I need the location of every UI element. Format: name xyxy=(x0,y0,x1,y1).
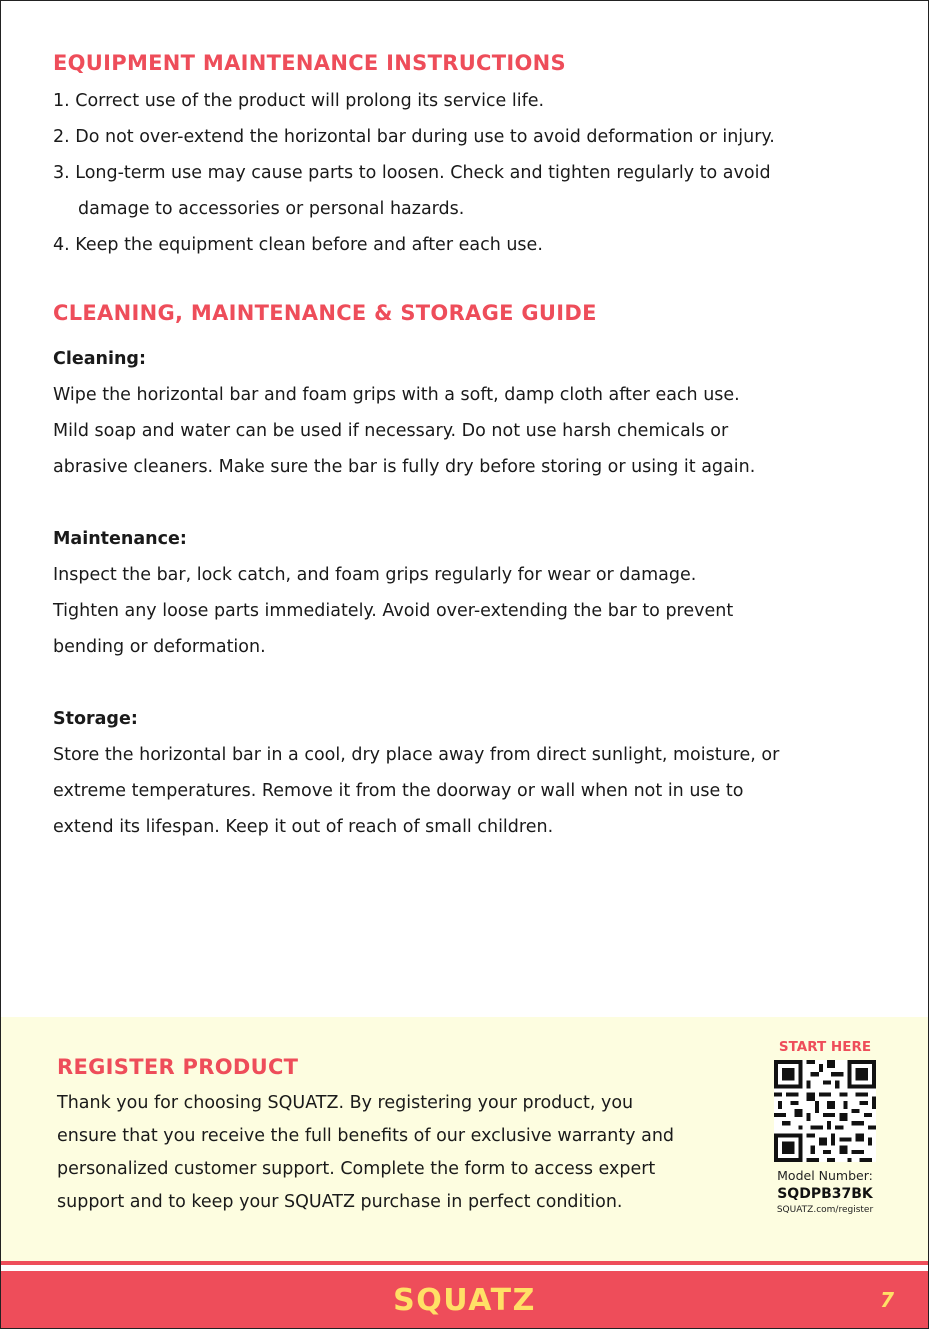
maintenance-title: Maintenance: xyxy=(53,529,187,549)
list-item xyxy=(53,155,873,227)
guide-section xyxy=(53,299,873,845)
storage-line: extreme temperatures. Remove it from the doorway or wall when not in use to xyxy=(53,781,744,801)
list-item-text: 2. Do not over-extend the horizontal bar during use to avoid deformation or injury. xyxy=(53,127,775,147)
cleaning-line: Wipe the horizontal bar and foam grips with a soft, damp cloth after each use. xyxy=(53,385,740,405)
cleaning-line: abrasive cleaners. Make sure the bar is fully dry before storing or using it again. xyxy=(53,457,756,477)
register-line: personalized customer support. Complete the form to access expert xyxy=(57,1159,656,1179)
spacer xyxy=(53,665,873,701)
register-body xyxy=(57,1087,747,1219)
equipment-heading: EQUIPMENT MAINTENANCE INSTRUCTIONS xyxy=(53,51,566,75)
list-item xyxy=(53,227,873,263)
storage-line: Store the horizontal bar in a cool, dry place away from direct sunlight, moisture, or xyxy=(53,745,780,765)
register-line: Thank you for choosing SQUATZ. By registering your product, you xyxy=(57,1093,634,1113)
register-panel xyxy=(1,1017,928,1261)
register-heading: REGISTER PRODUCT xyxy=(57,1055,299,1079)
register-text xyxy=(57,1053,747,1219)
page-number: 7 xyxy=(880,1288,894,1312)
register-url[interactable]: SQUATZ.com/register xyxy=(776,1205,874,1215)
start-here-label: START HERE xyxy=(778,1039,872,1055)
cleaning-line: Mild soap and water can be used if necessary. Do not use harsh chemicals or xyxy=(53,421,729,441)
spacer xyxy=(53,485,873,521)
storage-title: Storage: xyxy=(53,709,138,729)
maintenance-line: Tighten any loose parts immediately. Avoid over-extending the bar to prevent xyxy=(53,601,734,621)
list-item-text: 1. Correct use of the product will prolong its service life. xyxy=(53,91,545,111)
maintenance-line: Inspect the bar, lock catch, and foam grips regularly for wear or damage. xyxy=(53,565,697,585)
storage-line: extend its lifespan. Keep it out of reach of small children. xyxy=(53,817,554,837)
squatz-logo: SQUATZ xyxy=(393,1283,536,1318)
guide-heading: CLEANING, MAINTENANCE & STORAGE GUIDE xyxy=(53,301,597,325)
list-item xyxy=(53,119,873,155)
register-line: ensure that you receive the full benefits of our exclusive warranty and xyxy=(57,1126,675,1146)
equipment-list xyxy=(53,83,873,263)
list-item xyxy=(53,83,873,119)
list-item-text: 3. Long-term use may cause parts to loosen. Check and tighten regularly to avoid xyxy=(53,163,771,183)
model-number: SQDPB37BK xyxy=(777,1186,873,1202)
model-number-label: Model Number: xyxy=(777,1168,873,1183)
main-content xyxy=(53,49,873,845)
register-line: support and to keep your SQUATZ purchase in perfect condition. xyxy=(57,1192,623,1212)
qr-code-icon[interactable] xyxy=(774,1060,876,1162)
list-item-continuation: damage to accessories or personal hazards. xyxy=(78,199,465,219)
qr-block xyxy=(767,1037,883,1217)
maintenance-line: bending or deformation. xyxy=(53,637,266,657)
footer-bar xyxy=(1,1271,928,1328)
cleaning-title: Cleaning: xyxy=(53,349,146,369)
list-item-text: 4. Keep the equipment clean before and after each use. xyxy=(53,235,543,255)
